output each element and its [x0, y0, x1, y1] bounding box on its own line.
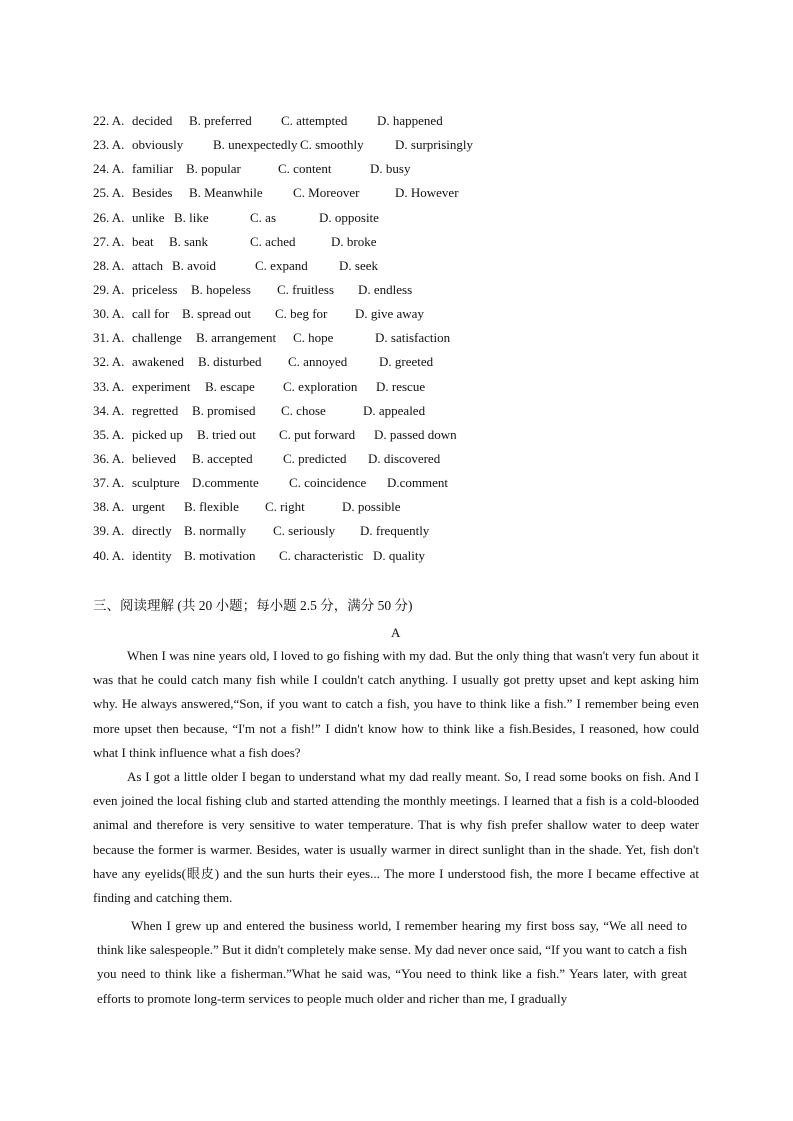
question-number: 29. A. — [93, 281, 125, 297]
option-c: C. hope — [293, 330, 334, 346]
option-row — [93, 330, 693, 354]
option-a: familiar — [132, 161, 174, 177]
option-b: B. unexpectedly — [213, 137, 298, 153]
option-c: C. seriously — [273, 523, 336, 539]
option-b: B. preferred — [189, 113, 252, 128]
option-row — [93, 354, 693, 378]
option-b: B. popular — [186, 161, 241, 177]
option-d: D. give away — [355, 306, 424, 322]
option-d: D. frequently — [360, 523, 430, 539]
option-row — [93, 113, 693, 137]
option-a: obviously — [132, 137, 184, 153]
passage-paragraph-2 — [93, 765, 699, 910]
question-number: 31. A. — [93, 330, 125, 346]
option-c: C. Moreover — [293, 185, 360, 201]
passage-paragraph-3 — [97, 914, 687, 1011]
option-d: D. possible — [342, 499, 401, 515]
section-title: 三、阅读理解 (共 20 小题；每小题 2.5 分，满分 50 分) — [93, 598, 413, 613]
option-a: priceless — [132, 281, 178, 297]
option-c: C. annoyed — [288, 354, 348, 370]
option-b: B. Meanwhile — [189, 185, 263, 201]
option-row — [93, 210, 693, 234]
question-number: 28. A. — [93, 257, 125, 273]
question-number: 22. A. — [93, 113, 125, 128]
option-row — [93, 161, 693, 185]
question-number: 26. A. — [93, 209, 125, 225]
option-a: Besides — [132, 185, 173, 201]
option-d: D. discovered — [368, 450, 441, 466]
question-number: 38. A. — [93, 499, 125, 515]
option-d: D. broke — [331, 233, 377, 249]
option-c: C. chose — [281, 402, 326, 418]
option-a: experiment — [132, 378, 191, 394]
question-number: 25. A. — [93, 185, 125, 201]
option-c: C. exploration — [283, 378, 358, 394]
option-c: C. attempted — [281, 113, 348, 128]
option-c: C. right — [265, 499, 305, 515]
option-d: D. busy — [370, 161, 411, 177]
question-number: 34. A. — [93, 402, 125, 418]
cloze-options-list — [93, 113, 693, 572]
option-row — [93, 475, 693, 499]
option-a: call for — [132, 306, 170, 322]
option-d: D.comment — [387, 475, 449, 491]
option-d: D. However — [395, 185, 459, 201]
question-number: 23. A. — [93, 137, 125, 153]
question-number: 24. A. — [93, 161, 125, 177]
option-c: C. coincidence — [289, 475, 367, 491]
option-row — [93, 451, 693, 475]
option-c: C. fruitless — [277, 281, 335, 297]
option-row — [93, 403, 693, 427]
option-c: C. characteristic — [279, 547, 364, 563]
option-d: D. appealed — [363, 402, 426, 418]
option-a: challenge — [132, 330, 182, 346]
question-number: 27. A. — [93, 233, 125, 249]
option-b: B. flexible — [184, 499, 239, 515]
option-b: B. promised — [192, 402, 256, 418]
option-d: D. passed down — [374, 426, 457, 442]
option-b: B. like — [174, 209, 209, 225]
option-b: B. normally — [184, 523, 247, 539]
question-number: 33. A. — [93, 378, 125, 394]
option-row — [93, 523, 693, 547]
option-c: C. put forward — [279, 426, 356, 442]
option-b: B. disturbed — [198, 354, 262, 370]
question-number: 32. A. — [93, 354, 125, 370]
option-row — [93, 548, 693, 572]
question-number: 39. A. — [93, 523, 125, 539]
option-d: D. surprisingly — [395, 137, 473, 153]
question-number: 30. A. — [93, 306, 125, 322]
option-b: B. arrangement — [196, 330, 277, 346]
option-a: awakened — [132, 354, 184, 370]
option-d: D. happened — [377, 113, 443, 128]
option-b: B. hopeless — [191, 281, 251, 297]
option-d: D. greeted — [379, 354, 434, 370]
option-b: B. sank — [169, 233, 208, 249]
option-row — [93, 427, 693, 451]
option-c: C. predicted — [283, 450, 347, 466]
option-a: believed — [132, 450, 177, 466]
option-b: B. escape — [205, 378, 255, 394]
option-a: sculpture — [132, 475, 180, 491]
option-d: D. satisfaction — [375, 330, 451, 346]
paragraph-text: As I got a little older I began to understand what my dad really meant. So, I read some books on fish. And I even joined the local fishing club and started attending the monthly meetings. I learned that a fish is a cold-blooded animal and therefore is very sensitive to water temperature. That is why fish prefer shallow water to deep water because the former is warmer. Besides, water is usually warmer in direct sunlight than in the shade. Yet, fish don't have any eyelids(眼皮) and the sun hurts their eyes... The more I understood fish, the more I became effective at finding and catching them. — [93, 769, 699, 906]
option-row — [93, 282, 693, 306]
option-a: attach — [132, 257, 164, 273]
option-d: D. quality — [373, 547, 425, 563]
option-row — [93, 379, 693, 403]
option-b: B. accepted — [192, 450, 253, 466]
option-d: D. rescue — [376, 378, 426, 394]
option-c: C. smoothly — [300, 137, 364, 153]
option-row — [93, 137, 693, 161]
paragraph-text: When I grew up and entered the business world, I remember hearing my first boss say, “We all need to think like salespeople.” But it didn't completely make sense. My dad never once said, “If you want to catch a fish you need to think like a fisherman.”What he said was, “You need to think like a fish.” Years later, with great efforts to promote long-term services to people much older and richer than me, I gradually — [97, 918, 687, 1006]
option-b: D.commente — [192, 475, 259, 491]
question-number: 35. A. — [93, 426, 125, 442]
option-b: B. avoid — [172, 257, 217, 273]
option-a: identity — [132, 547, 172, 563]
question-number: 36. A. — [93, 450, 125, 466]
option-c: C. content — [278, 161, 332, 177]
option-a: beat — [132, 233, 154, 249]
option-row — [93, 234, 693, 258]
paragraph-text: When I was nine years old, I loved to go fishing with my dad. But the only thing that wasn't very fun about it was that he could catch many fish while I couldn't catch anything. I usually got pretty upset and kept asking him why. He always answered,“Son, if you want to catch a fish, you have to think like a fish.” I remember being even more upset then because, “I'm not a fish!” I didn't know how to think like a fish.Besides, I reasoned, how could what I think influence what a fish does? — [93, 648, 699, 760]
passage-paragraph-1 — [93, 644, 699, 765]
option-b: B. spread out — [182, 306, 251, 322]
question-number: 37. A. — [93, 475, 125, 491]
option-row — [93, 499, 693, 523]
option-c: C. expand — [255, 257, 308, 273]
option-a: unlike — [132, 209, 165, 225]
option-row — [93, 185, 693, 209]
option-a: decided — [132, 113, 173, 128]
option-row — [93, 306, 693, 330]
option-b: B. tried out — [197, 426, 256, 442]
option-c: C. ached — [250, 233, 296, 249]
option-a: regretted — [132, 402, 179, 418]
option-c: C. beg for — [275, 306, 328, 322]
option-b: B. motivation — [184, 547, 256, 563]
question-number: 40. A. — [93, 547, 125, 563]
option-row — [93, 258, 693, 282]
option-d: D. endless — [358, 281, 413, 297]
option-d: D. opposite — [319, 209, 379, 225]
option-d: D. seek — [339, 257, 378, 273]
passage-label: A — [391, 625, 401, 640]
option-a: urgent — [132, 499, 165, 515]
option-a: directly — [132, 523, 172, 539]
option-a: picked up — [132, 426, 183, 442]
option-c: C. as — [250, 209, 276, 225]
